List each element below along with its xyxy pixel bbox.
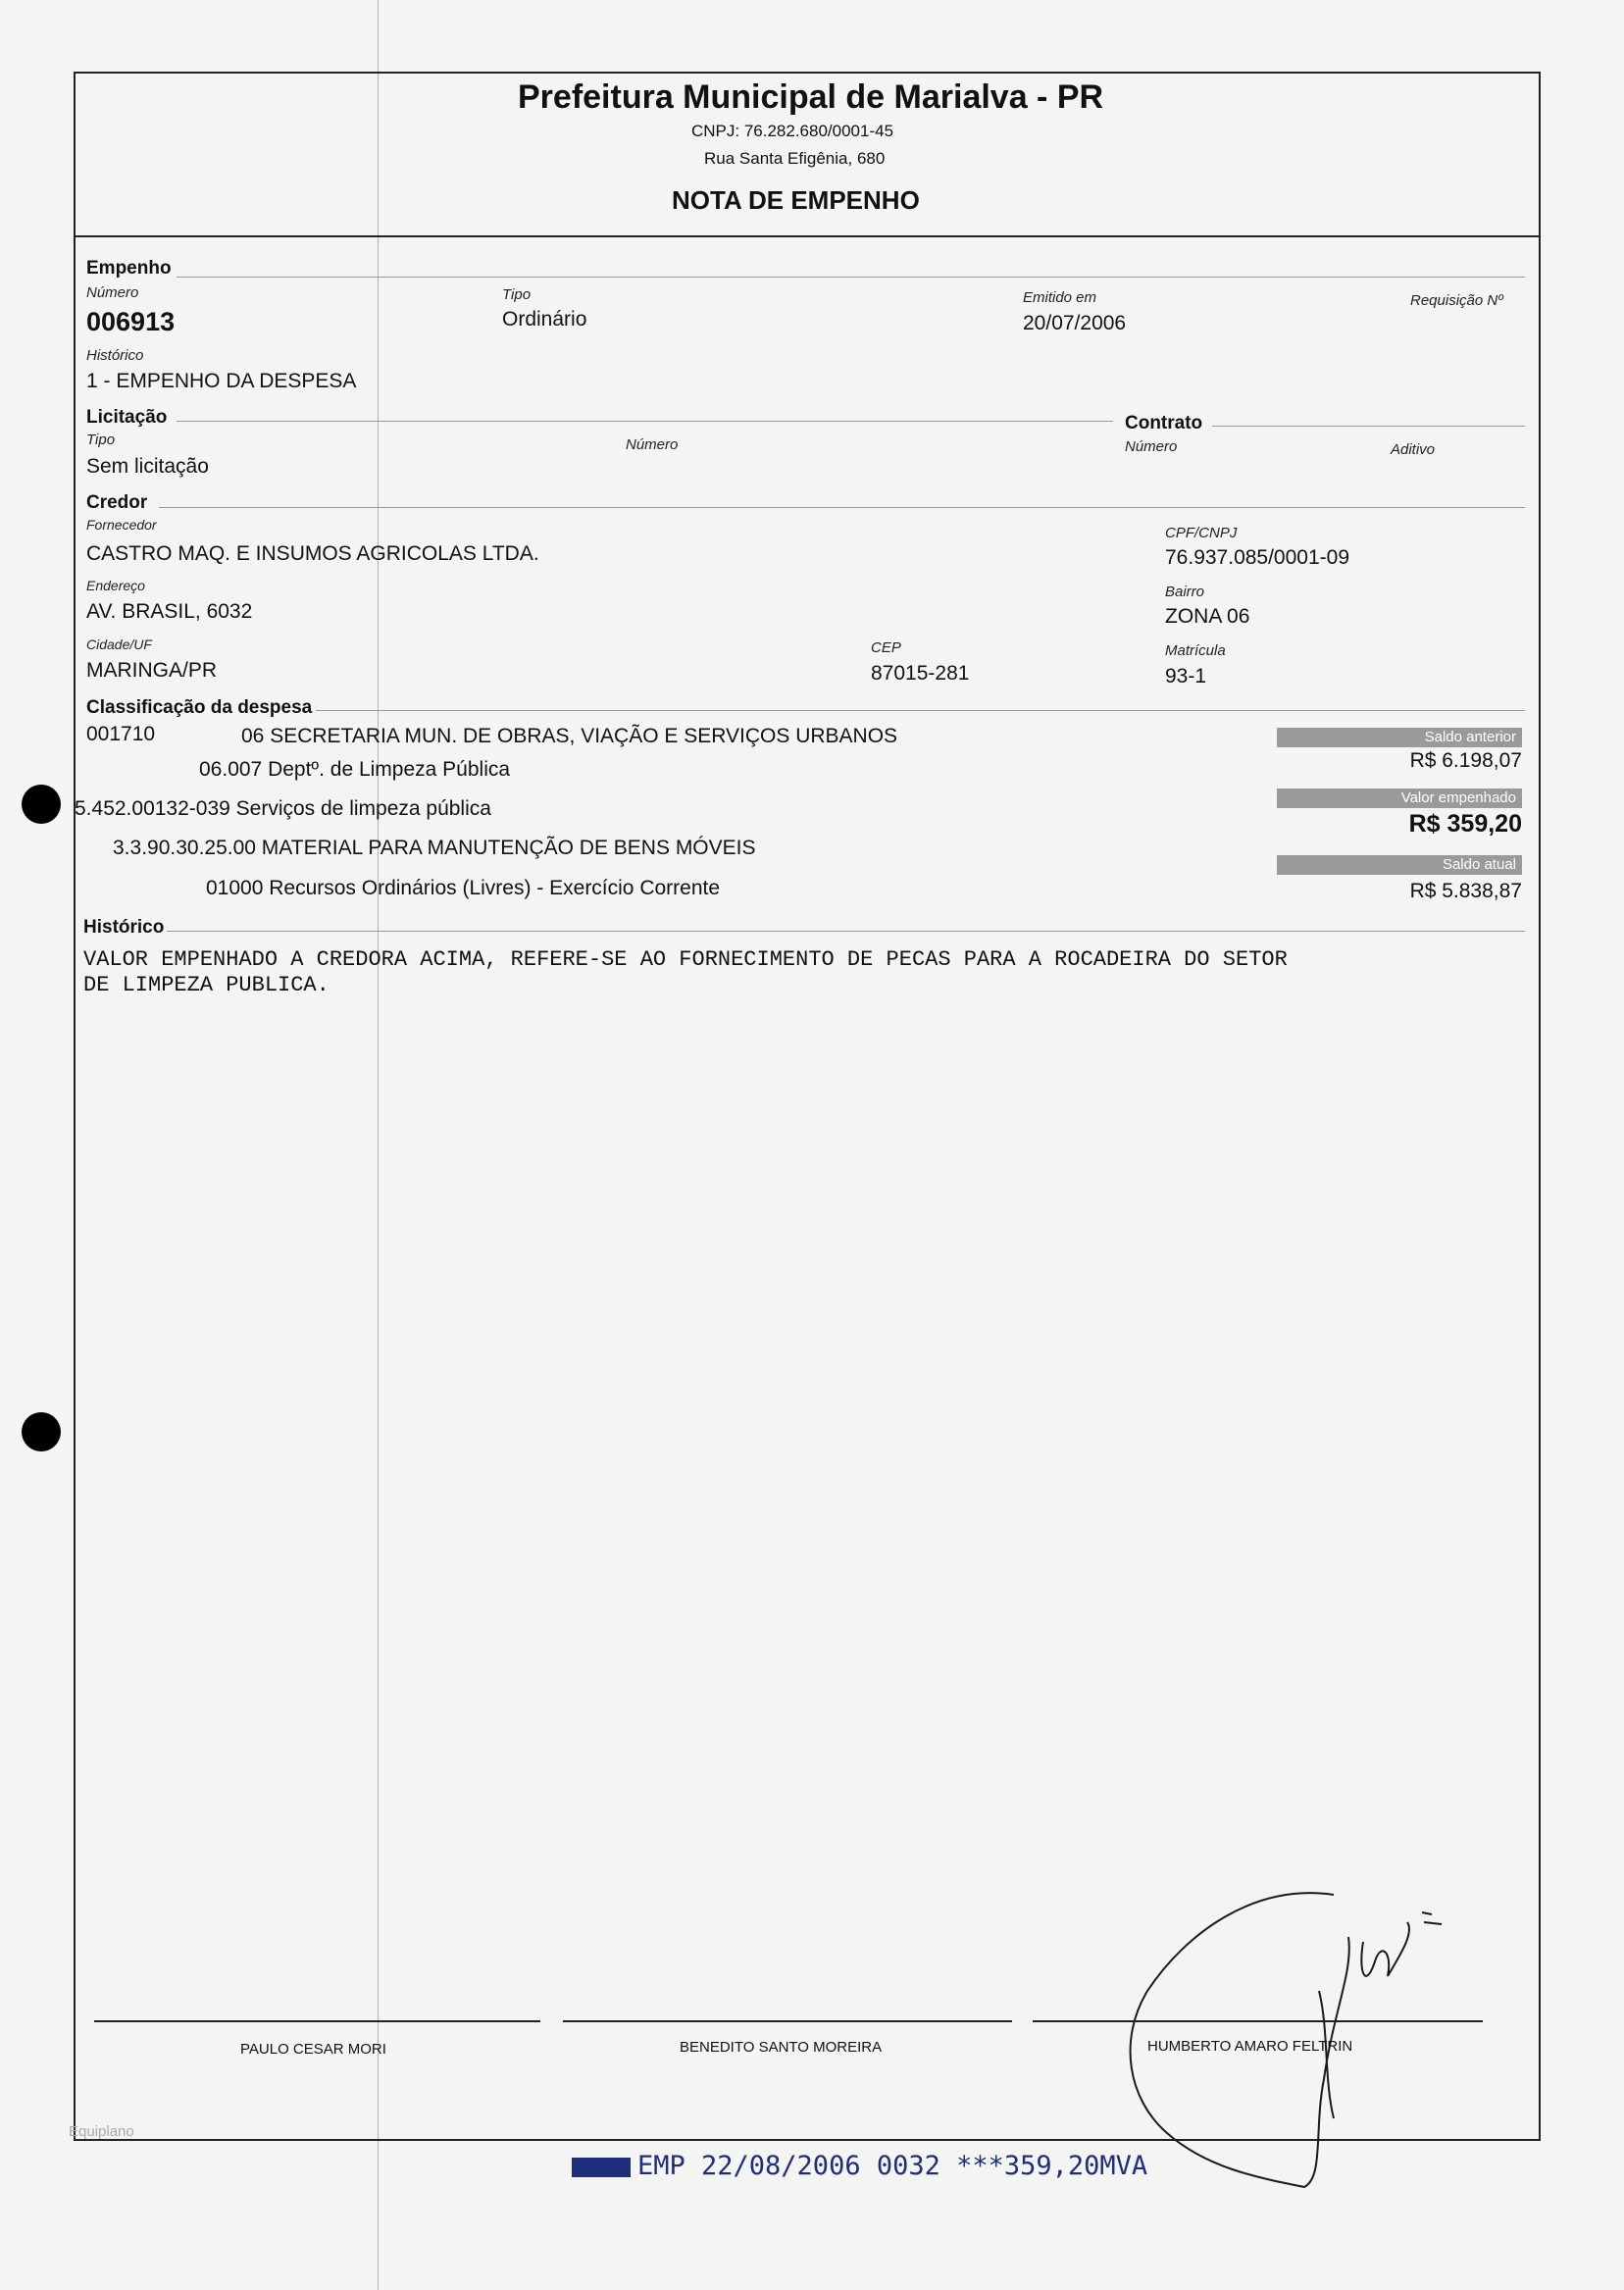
- matricula-value: 93-1: [1165, 665, 1207, 687]
- cpf-cnpj-label: CPF/CNPJ: [1165, 525, 1238, 541]
- section-rule: [167, 931, 1525, 932]
- classificacao-line4: 3.3.90.30.25.00 MATERIAL PARA MANUTENÇÃO DE BENS MÓVEIS: [113, 837, 756, 859]
- header-divider: [74, 235, 1541, 237]
- classificacao-line3: 5.452.00132-039 Serviços de limpeza pública: [75, 797, 491, 820]
- document-title: NOTA DE EMPENHO: [672, 185, 920, 215]
- saldo-atual-value: R$ 5.838,87: [1409, 880, 1522, 902]
- signatory-3: HUMBERTO AMARO FELTRIN: [1147, 2038, 1353, 2055]
- fornecedor-label: Fornecedor: [86, 517, 157, 533]
- empenho-tipo-label: Tipo: [502, 286, 532, 303]
- saldo-atual-label: Saldo atual: [1277, 855, 1522, 875]
- cep-label: CEP: [871, 639, 901, 656]
- empenho-historico: 1 - EMPENHO DA DESPESA: [86, 370, 357, 392]
- valor-empenhado-value: R$ 359,20: [1408, 810, 1522, 838]
- signature-line-1: [94, 2020, 540, 2022]
- bairro-label: Bairro: [1165, 584, 1205, 600]
- historico-line1: VALOR EMPENHADO A CREDORA ACIMA, REFERE-SE AO FORNECIMENTO DE PECAS PARA A ROCADEIRA DO SETOR: [83, 947, 1288, 972]
- endereco-label: Endereço: [86, 578, 145, 593]
- section-contrato: Contrato: [1125, 413, 1203, 433]
- endereco-value: AV. BRASIL, 6032: [86, 600, 253, 623]
- section-rule: [1212, 426, 1525, 427]
- classificacao-line5: 01000 Recursos Ordinários (Livres) - Exercício Corrente: [206, 877, 721, 899]
- emitido-date: 20/07/2006: [1023, 312, 1127, 334]
- classificacao-line1: 06 SECRETARIA MUN. DE OBRAS, VIAÇÃO E SERVIÇOS URBANOS: [241, 725, 898, 747]
- software-watermark: Equiplano: [69, 2123, 134, 2140]
- bairro-value: ZONA 06: [1165, 605, 1250, 628]
- empenho-numero: 006913: [86, 307, 176, 336]
- empenho-tipo: Ordinário: [502, 308, 587, 331]
- signature-line-2: [563, 2020, 1012, 2022]
- classificacao-code: 001710: [86, 723, 156, 745]
- contrato-numero-label: Número: [1125, 438, 1178, 455]
- section-rule: [159, 507, 1525, 508]
- empenho-numero-label: Número: [86, 284, 139, 301]
- section-historico: Histórico: [83, 917, 165, 938]
- section-rule: [177, 277, 1525, 278]
- empenho-historico-label: Histórico: [86, 347, 144, 364]
- municipality-title: Prefeitura Municipal de Marialva - PR: [518, 78, 1104, 116]
- mechanical-stamp: EMP 22/08/2006 0032 ***359,20MVA: [637, 2151, 1148, 2181]
- section-credor: Credor: [86, 492, 148, 513]
- valor-empenhado-label: Valor empenhado: [1277, 789, 1522, 808]
- cep-value: 87015-281: [871, 662, 970, 685]
- historico-line2: DE LIMPEZA PUBLICA.: [83, 973, 330, 997]
- address-text: Rua Santa Efigênia, 680: [704, 149, 886, 168]
- section-empenho: Empenho: [86, 258, 172, 279]
- signature-line-3: [1033, 2020, 1483, 2022]
- cidade-value: MARINGA/PR: [86, 659, 218, 682]
- cnpj-text: CNPJ: 76.282.680/0001-45: [691, 122, 894, 140]
- saldo-anterior-label: Saldo anterior: [1277, 728, 1522, 747]
- requisicao-label: Requisição Nº: [1410, 292, 1503, 309]
- licitacao-tipo: Sem licitação: [86, 455, 209, 478]
- punch-hole: [22, 1412, 61, 1451]
- emitido-label: Emitido em: [1023, 289, 1097, 306]
- contrato-aditivo-label: Aditivo: [1391, 441, 1436, 458]
- saldo-anterior-value: R$ 6.198,07: [1409, 749, 1522, 772]
- cidade-label: Cidade/UF: [86, 636, 152, 652]
- signatory-2: BENEDITO SANTO MOREIRA: [680, 2039, 883, 2056]
- cpf-cnpj-value: 76.937.085/0001-09: [1165, 546, 1350, 569]
- signatory-1: PAULO CESAR MORI: [240, 2041, 386, 2058]
- section-classificacao: Classificação da despesa: [86, 697, 313, 718]
- section-rule: [316, 710, 1525, 711]
- stamp-mark: [572, 2158, 631, 2177]
- fornecedor-name: CASTRO MAQ. E INSUMOS AGRICOLAS LTDA.: [86, 542, 539, 565]
- licitacao-tipo-label: Tipo: [86, 432, 116, 448]
- section-rule: [177, 421, 1113, 422]
- punch-hole: [22, 785, 61, 824]
- matricula-label: Matrícula: [1165, 642, 1226, 659]
- section-licitacao: Licitação: [86, 407, 168, 428]
- licitacao-numero-label: Número: [626, 436, 679, 453]
- classificacao-line2: 06.007 Deptº. de Limpeza Pública: [199, 758, 511, 781]
